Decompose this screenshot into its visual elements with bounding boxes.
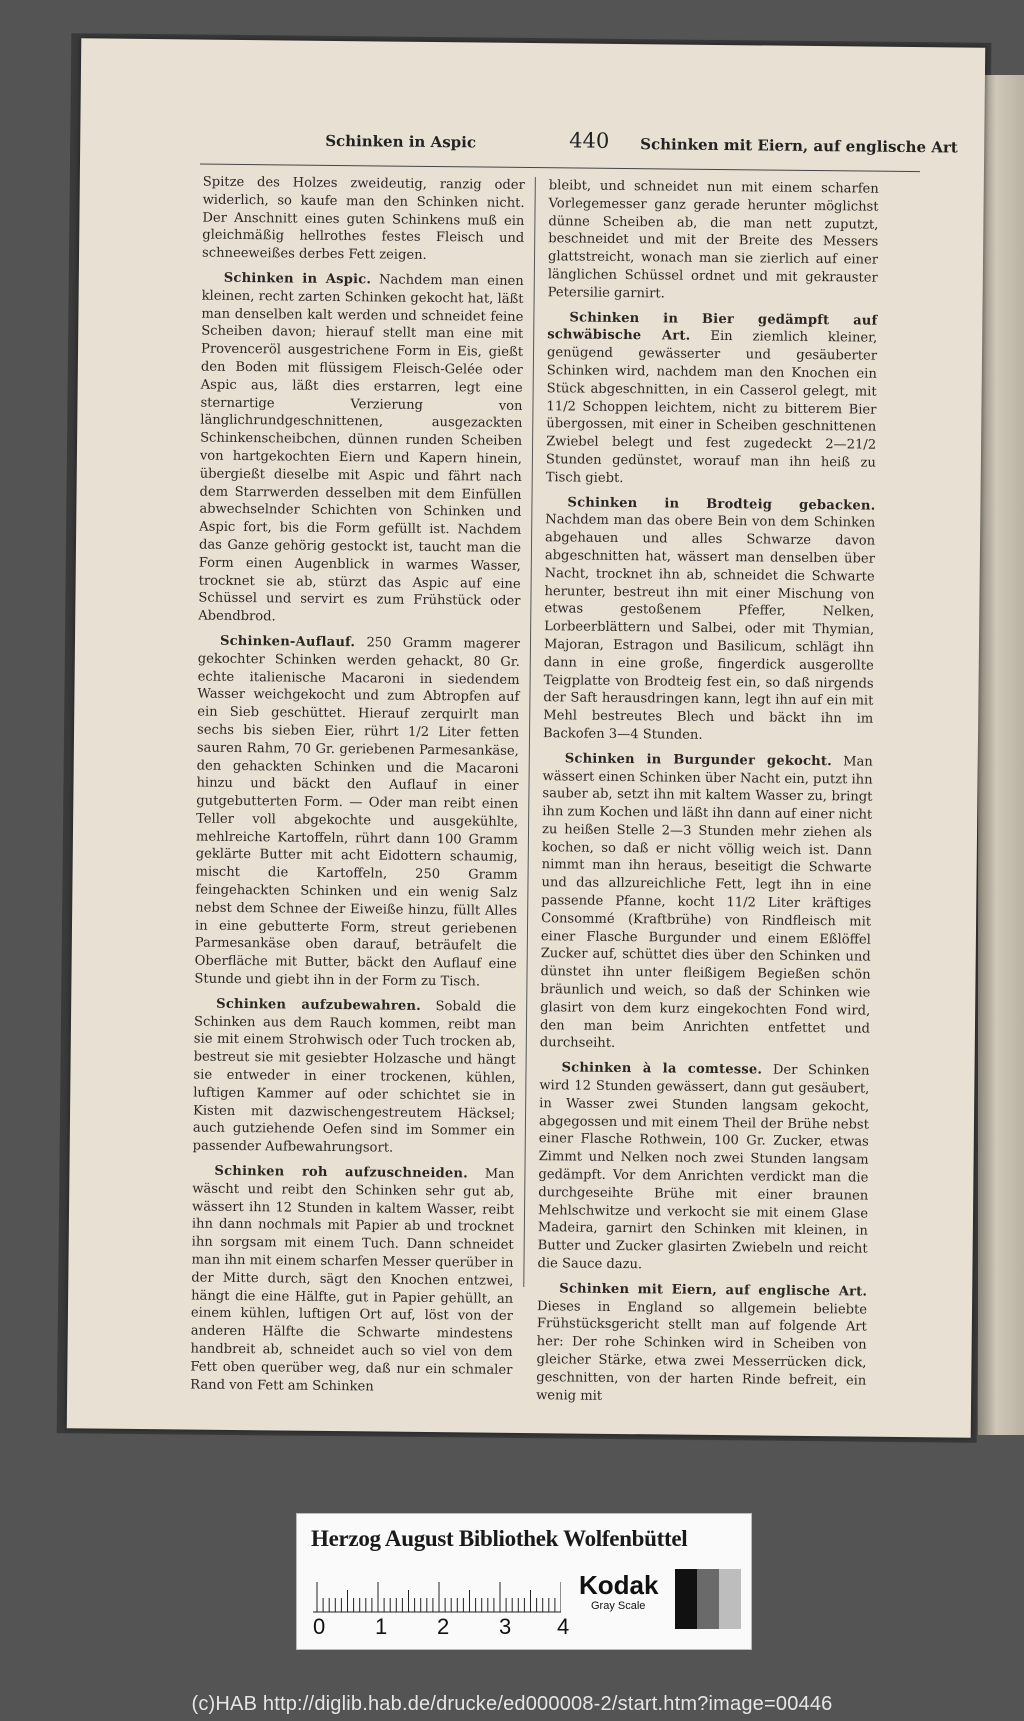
recipe-entry	[194, 632, 520, 991]
next-page-edge	[978, 75, 1024, 1435]
scale-ruler	[313, 1574, 561, 1614]
running-head-right: Schinken mit Eiern, auf englische Art	[640, 135, 958, 157]
recipe-text: Spitze des Holzes zweideutig, ranzig oder widerlich, so kaufe man den Schinken nicht. Der Anschnitt eines guten Schinkens muß ein gleichmäßig hellrothes festes Fleisch und schneeweißes derbes Fett zeigen.	[201, 174, 525, 264]
continued-text	[548, 177, 879, 305]
recipe-heading: Schinken-Auflauf.	[219, 633, 356, 651]
recipe-entry	[540, 750, 873, 1056]
recipe-text: Sobald die Schinken aus dem Rauch kommen, reibt man sie mit einem Strohwisch oder Tuch trocken ab, bestreut sie mit gesiebter Holzasche und hängt sie entweder in einer trockenen, kühlen, luftigen Kammer auf oder schichtet sie in Kisten mit dazwischengestreutem Häcksel; auch gutziehende Oefen sind im Sommer ein passender Aufbewahrungsort.	[192, 998, 517, 1156]
recipe-heading: Schinken à la comtesse.	[561, 1060, 763, 1078]
recipe-entry	[193, 995, 517, 1159]
scale-number: 1	[375, 1614, 388, 1639]
recipe-heading: Schinken in Burgunder gekocht.	[564, 751, 832, 769]
scale-number: 4	[557, 1614, 570, 1639]
recipe-entry	[190, 1163, 514, 1398]
recipe-text: Man wässert einen Schinken über Nacht ein, putzt ihn sauber ab, setzt ihn mit kaltem Wasser zu, bringt ihn zum Kochen und läßt ihn dann auf einer nicht zu heißen Stelle 2—3 Stunden mehr ziehen als kochen, so daß er nicht völlig weich ist. Dann nimmt man ihn heraus, beseitigt die Schwarte und das allzureichliche Fett, legt ihn in eine passende Pfanne, kocht 11/2 Liter kräftiges Consommé (Kraftbrühe) von Rindfleisch mit einer Flasche Burgunder und einem Eßlöffel Zucker auf, schüttet dies über den Schinken und dünstet ihn unter fleißigem Begießen schön bräunlich und weich, so daß der Schinken wie glasirt von dem kurz eingekochten Fond wird, den man beim Anrichten entfettet und durchseiht.	[539, 754, 873, 1052]
scale-number: 3	[499, 1614, 512, 1639]
recipe-heading: Schinken roh aufzuschneiden.	[214, 1163, 468, 1182]
recipe-heading: Schinken mit Eiern, auf englische Art.	[559, 1281, 868, 1300]
running-head	[80, 123, 984, 166]
recipe-entry	[537, 1059, 869, 1276]
recipe-entry	[198, 270, 524, 629]
running-head-left: Schinken in Aspic	[325, 131, 477, 152]
gray-scale-label: Gray Scale	[591, 1600, 646, 1612]
recipe-heading: Schinken in Brodteig gebacken.	[567, 494, 876, 514]
right-column	[536, 177, 879, 1415]
column-divider	[523, 177, 536, 1287]
gray-swatch-black	[675, 1569, 697, 1629]
source-footer: (c)HAB http://diglib.hab.de/drucke/ed000008-2/start.htm?image=00446	[191, 1693, 833, 1715]
recipe-heading: Schinken aufzubewahren.	[216, 996, 421, 1014]
recipe-heading: Schinken in Bier gedämpft auf schwäbische Art.	[547, 310, 878, 345]
recipe-text: Dieses in England so allgemein beliebte Frühstücksgericht stellt man auf folgende Art her: Der rohe Schinken wird in Scheiben von gleicher Stärke, etwa zwei Messerrücken dick, geschnitten, von der harten Rinde befreit, ein wenig mit	[536, 1298, 868, 1404]
recipe-text: Nachdem man das obere Bein von dem Schinken abgehauen und alles Schwarze davon abgeschnitten hat, wässert man denselben über Nacht, trocknet ihn ab, schneidet die Schwarte herunter, bestreut ihn mit einer Mischung von etwas gestoßenem Pfeffer, Nelken, Lorbeerblättern und Salbei, oder mit Thymian, Majoran, Estragon und Basilicum, schlägt ihn dann in eine große, fingerdick ausgerollte Teigplatte von Brodteig fest ein, so daß nirgends der Saft herausdringen kann, legt ihn auf ein mit Mehl bestreutes Blech und bäckt ihn im Backofen 3—4 Stunden.	[542, 512, 876, 743]
recipe-text: Man wäscht und reibt den Schinken sehr gut ab, wässert ihn 12 Stunden in kaltem Wasser, reibt ihn dann nochmals mit Papier ab und trocknet ihn sorgsam mit einem Tuch. Dann schneidet man ihn mit einem scharfen Messer querüber in der Mitte durch, sägt den Knochen entzwei, hängt die eine Hälfte, gut in Papier gehüllt, an einem kühlen, luftigen Ort auf, löst von der anderen Hälfte die Schwarte mindestens handbreit ab, schneidet auch so viel von dem Fett oben querüber weg, daß nur ein schmaler Rand von Fett am Schinken	[190, 1166, 515, 1395]
left-column	[190, 174, 525, 1405]
gray-swatch-light	[719, 1569, 741, 1629]
scale-numbers	[309, 1614, 569, 1640]
recipe-entry	[543, 494, 876, 747]
recipe-text: 250 Gramm magerer gekochter Schinken werden gehackt, 80 Gr. echte italienische Macaroni in siedendem Wasser weichgekocht und zum Abtropfen auf ein Sieb geschüttet. Hierauf zerquirlt man sechs bis sieben Eier, rührt 1/2 Liter fetten sauren Rahm, 70 Gr. geriebenen Parmesankäse, den gehackten Schinken und die Macaroni hinzu und bäckt den Auflauf in einer gutgebutterten Form. — Oder man reibt einen Teller voll abgekochte und ausgekühlte, mehlreiche Kartoffeln, rührt dann 100 Gramm geklärte Butter mit acht Eidottern schaumig, mischt die Kartoffeln, 250 Gramm feingehackten Schinken und ein wenig Salz nebst dem Schnee der Eiweiße hinzu, füllt Alles in eine gebutterte Form, streut geriebenen Parmesankäse oben darauf, beträufelt die Oberfläche mit Butter, bäckt den Auflauf eine Stunde und giebt ihn in der Form zu Tisch.	[194, 635, 521, 990]
color-calibration-card	[296, 1513, 752, 1650]
recipe-text: Nachdem man einen kleinen, recht zarten Schinken gekocht hat, läßt man denselben kalt werden und schneidet feine Scheiben davon; hierauf stellt man eine mit Provenceröl ausgestrichene Form in Eis, gießt den Boden mit flüssigem Fleisch-Gelée oder Aspic aus, läßt dies erstarren, legt eine sternartige Verzierung von länglichrundgeschnittenen, ausgezackten Schinkenscheibchen, dünnen runden Scheiben von hartgekochten Eiern und Kapern hinein, übergießt dieselbe mit Aspic und fährt nach dem Starrwerden desselben mit dem Einfüllen abwechselnder Schichten von Schinken und Aspic fort, bis die Form gefüllt ist. Nachdem das Ganze gehörig gestockt ist, taucht man die Form einen Augenblick in warmes Wasser, trocknet sie ab, stürzt das Aspic auf eine Schüssel und servirt es zum Frühstück oder Abendbrod.	[198, 272, 524, 625]
recipe-entry	[536, 1280, 867, 1408]
recipe-text: bleibt, und schneidet nun mit einem scharfen Vorlegemesser ganz gerade herunter möglichst dünne Scheiben ab, die man nett zuputzt, beschneidet und mit der Breite des Messers glattstreicht, wonach man sie zierlich auf einer länglichen Schüssel ordnet und mit gekrauster Petersilie garnirt.	[547, 178, 879, 302]
kodak-logo: Kodak	[579, 1570, 659, 1600]
recipe-text: Ein ziemlich kleiner, genügend gewässerter und gesäuberter Schinken wird, nachdem man den Knochen ein Stück abgeschnitten, in ein Casserol gelegt, mit 11/2 Schoppen leichtem, nicht zu bitterem Bier übergossen, mit einer in Scheiben geschnittenen Zwiebel belegt und fest zugedeckt 2—21/2 Stunden gedünstet, worauf man ihn heiß zu Tisch giebt.	[545, 329, 878, 486]
recipe-heading: Schinken in Aspic.	[223, 270, 372, 288]
recipe-text: Der Schinken wird 12 Stunden gewässert, dann gut gesäubert, in Wasser zwei Stunden langsam gekocht, abgegossen und mit einem Theil der Brühe nebst einer Flasche Rothwein, 100 Gr. Zucker, etwas Zimmt und Nelken noch zwei Stunden langsam gedämpft. Vor dem Anrichten verdickt man die durchgeseihte Brühe mit einer braunen Mehlschwitze und verkocht sie mit einem Glase Madeira, garnirt den Schinken mit kleinen, in Butter und Zucker glasirten Zwiebeln und reicht die Sauce dazu.	[537, 1062, 870, 1273]
library-name: Herzog August Bibliothek Wolfenbüttel	[311, 1526, 688, 1551]
page-number: 440	[569, 128, 610, 153]
scale-number: 0	[313, 1614, 326, 1639]
recipe-entry	[546, 309, 878, 490]
continued-text	[202, 174, 525, 266]
book-page	[67, 38, 986, 1437]
scale-number: 2	[437, 1614, 450, 1639]
gray-swatch-dark	[697, 1569, 719, 1629]
